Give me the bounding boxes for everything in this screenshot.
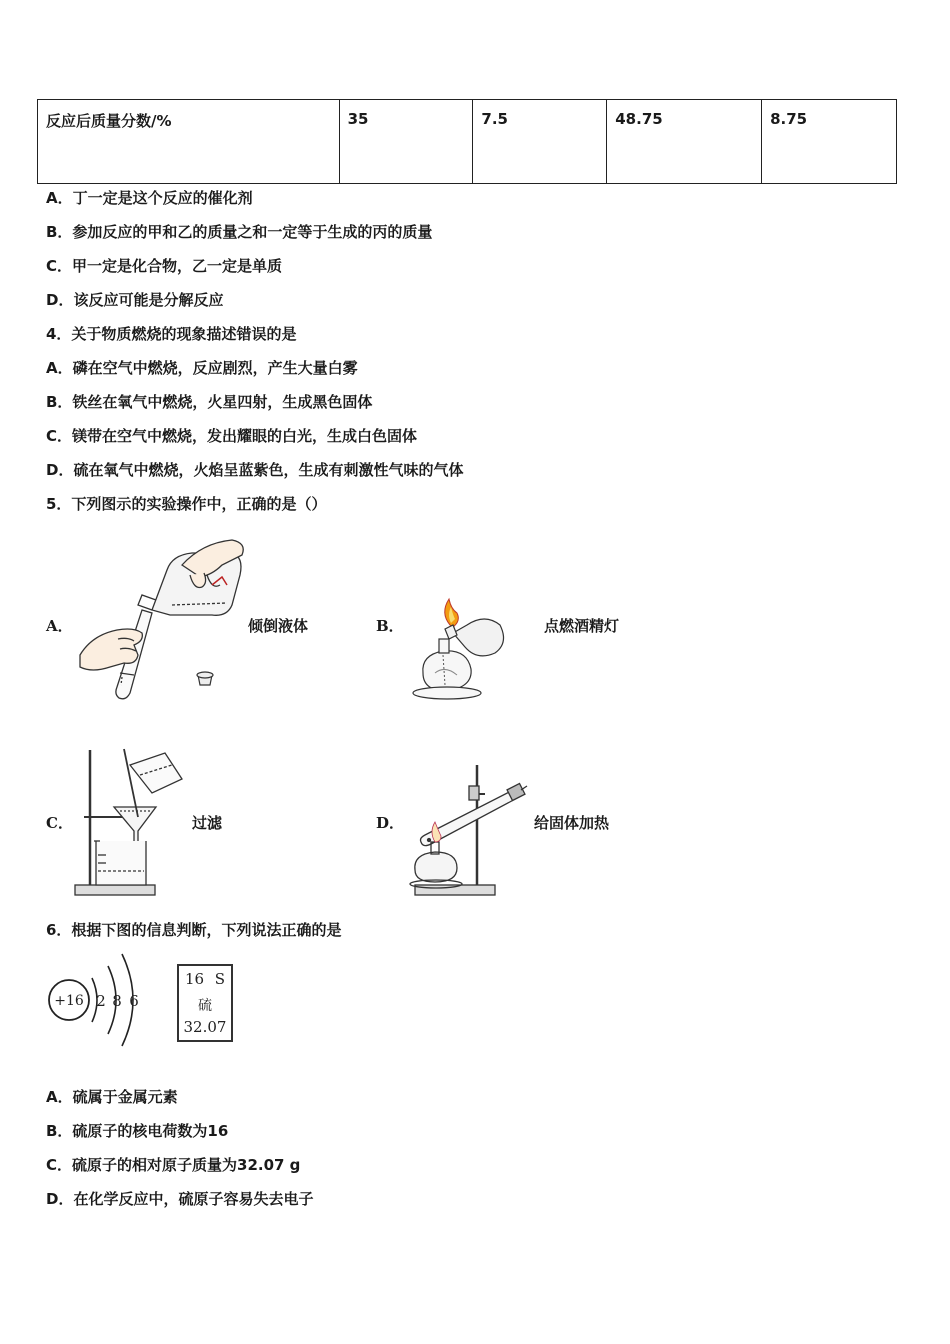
element-name: 硫 (198, 998, 212, 1014)
q3-option-b: B．参加反应的甲和乙的质量之和一定等于生成的丙的质量 (46, 223, 433, 241)
sulfur-atom-structure-diagram (44, 950, 144, 1050)
q6-stem: 6．根据下图的信息判断，下列说法正确的是 (46, 921, 342, 939)
q6-option-a: A．硫属于金属元素 (46, 1088, 178, 1106)
heating-solid-illustration (405, 760, 530, 900)
q5-option-c-label: 过滤 (192, 814, 223, 832)
q6-option-b: B．硫原子的核电荷数为16 (46, 1122, 229, 1140)
q5-option-a-letter: A． (46, 617, 73, 635)
nucleus-charge: +16 (54, 993, 84, 1009)
q4-option-b: B．铁丝在氧气中燃烧，火星四射，生成黑色固体 (46, 393, 373, 411)
table-row (38, 100, 897, 184)
element-card (177, 964, 233, 1042)
q3-option-c: C．甲一定是化合物，乙一定是单质 (46, 257, 283, 275)
q6-option-d: D．在化学反应中，硫原子容易失去电子 (46, 1190, 314, 1208)
table-cell: 35 (339, 100, 473, 184)
q4-option-c: C．镁带在空气中燃烧，发出耀眼的白光，生成白色固体 (46, 427, 418, 445)
q4-stem: 4．关于物质燃烧的现象描述错误的是 (46, 325, 297, 343)
q3-option-d: D．该反应可能是分解反应 (46, 291, 224, 309)
table-row-label: 反应后质量分数/% (38, 100, 340, 184)
data-table (37, 99, 897, 184)
atomic-mass: 32.07 (183, 1018, 227, 1036)
q3-option-a: A．丁一定是这个反应的催化剂 (46, 189, 253, 207)
q5-option-d-letter: D． (376, 814, 405, 832)
pouring-liquid-illustration (72, 535, 252, 705)
shell-electrons-2: 8 (112, 992, 122, 1010)
atomic-number: 16 (185, 970, 205, 988)
q6-option-c: C．硫原子的相对原子质量为32.07 g (46, 1156, 301, 1174)
q5-option-c-letter: C． (46, 814, 73, 832)
q4-option-d: D．硫在氧气中燃烧，火焰呈蓝紫色，生成有刺激性气味的气体 (46, 461, 464, 479)
shell-electrons-3: 6 (129, 992, 139, 1010)
table-cell: 7.5 (473, 100, 607, 184)
filtration-illustration (70, 745, 190, 900)
q5-option-a-label: 倾倒液体 (248, 617, 309, 635)
element-symbol: S (214, 970, 225, 988)
q4-option-a: A．磷在空气中燃烧，反应剧烈，产生大量白雾 (46, 359, 358, 377)
table-cell: 48.75 (607, 100, 762, 184)
q5-option-b-label: 点燃酒精灯 (544, 617, 620, 635)
shell-electrons-1: 2 (96, 992, 106, 1010)
q5-option-b-letter: B． (376, 617, 404, 635)
q5-option-d-label: 给固体加热 (534, 814, 610, 832)
table-cell: 8.75 (762, 100, 897, 184)
lighting-alcohol-lamp-illustration (405, 595, 515, 705)
q5-stem: 5．下列图示的实验操作中，正确的是（） (46, 495, 327, 513)
